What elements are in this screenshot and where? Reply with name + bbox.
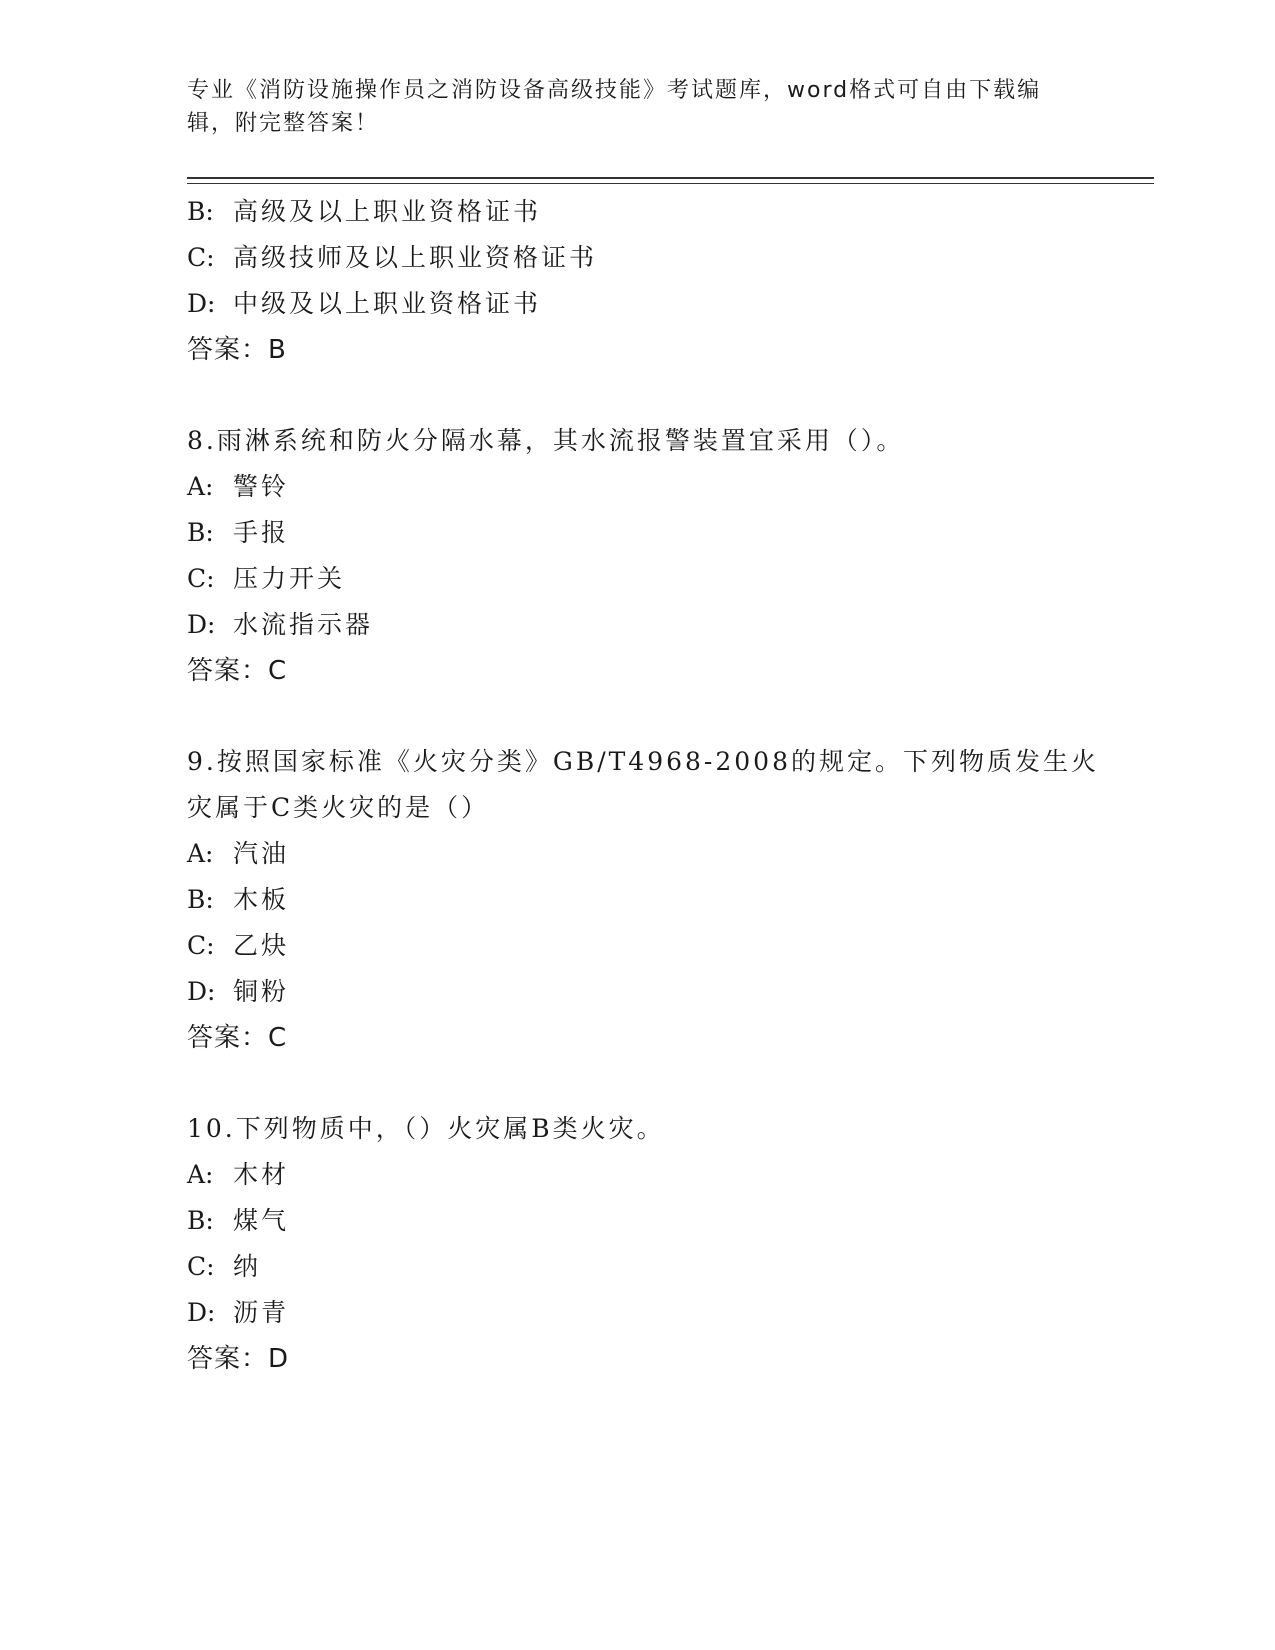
option-c [187,556,1087,602]
option-text: 高级技师及以上职业资格证书 [233,243,598,272]
option-text: 沥青 [233,1298,290,1327]
option-letter: A: [187,839,214,868]
option-a [187,1152,1087,1198]
answer-line: 答案：C [187,1023,288,1053]
option-letter: C: [187,564,215,593]
option-text: 中级及以上职业资格证书 [233,289,542,318]
option-text: 手报 [233,518,290,547]
option-text: 铜粉 [233,977,290,1006]
option-text: 压力开关 [233,564,346,593]
question-8 [187,418,1087,694]
option-letter: D: [187,610,216,639]
spacer [187,694,1087,739]
option-text: 木材 [233,1160,290,1189]
option-a [187,831,1087,877]
option-c [187,1244,1087,1290]
option-b [187,1198,1087,1244]
question-7-options [187,189,1087,373]
option-letter: C: [187,1252,215,1281]
option-letter: B: [187,885,214,914]
option-letter: C: [187,243,215,272]
option-d [187,969,1087,1015]
option-c [187,235,1087,281]
option-letter: D: [187,289,216,318]
answer-line: 答案：B [187,335,287,365]
header-divider-thin [187,183,1154,184]
option-b [187,510,1087,556]
spacer [187,373,1087,418]
option-a [187,464,1087,510]
question-stem-line-1: 9.按照国家标准《火灾分类》GB/T4968-2008的规定。下列物质发生火 [187,747,1099,776]
question-10 [187,1106,1087,1382]
option-letter: D: [187,1298,216,1327]
answer-line: 答案：D [187,1344,290,1374]
option-b [187,877,1087,923]
option-d [187,281,1087,327]
question-stem: 10.下列物质中，（）火灾属B类火灾。 [187,1114,665,1143]
spacer [187,1061,1087,1106]
option-text: 警铃 [233,472,290,501]
header-divider-thick [187,177,1154,179]
option-letter: B: [187,197,214,226]
option-text: 木板 [233,885,290,914]
option-letter: C: [187,931,215,960]
option-text: 乙炔 [233,931,290,960]
option-letter: B: [187,518,214,547]
option-text: 水流指示器 [233,610,374,639]
option-text: 汽油 [233,839,290,868]
option-text: 煤气 [233,1206,290,1235]
question-stem: 8.雨淋系统和防火分隔水幕，其水流报警装置宜采用（）。 [187,426,905,455]
option-d [187,602,1087,648]
question-9 [187,739,1099,1061]
option-text: 高级及以上职业资格证书 [233,197,542,226]
option-letter: A: [187,472,214,501]
answer-line: 答案：C [187,656,288,686]
option-d [187,1290,1087,1336]
option-b [187,189,1087,235]
question-content [187,189,1099,1382]
question-stem-line-2: 灾属于C类火灾的是（） [187,793,490,822]
option-letter: D: [187,977,216,1006]
option-c [187,923,1087,969]
document-header: 专业《消防设施操作员之消防设备高级技能》考试题库，word格式可自由下载编辑，附完整答案！ [187,78,1042,136]
option-text: 纳 [233,1252,262,1281]
option-letter: A: [187,1160,214,1189]
option-letter: B: [187,1206,214,1235]
